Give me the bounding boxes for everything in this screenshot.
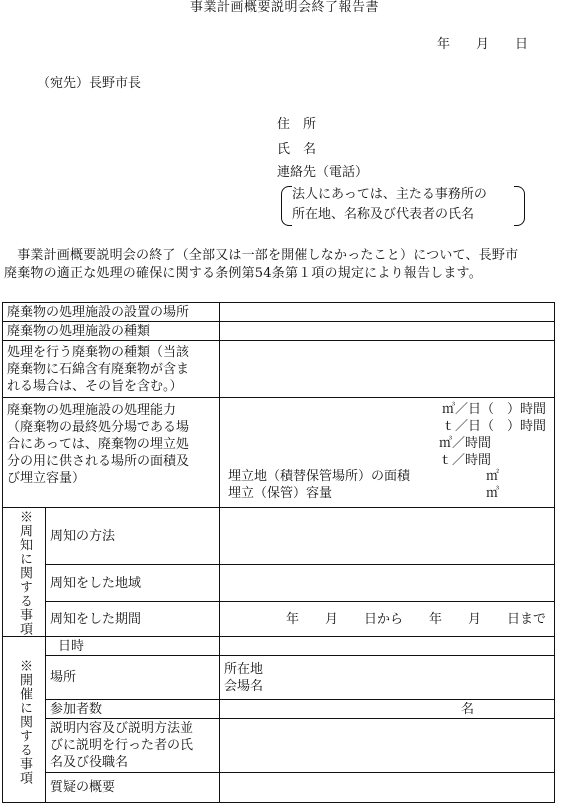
note-bracket-left (281, 186, 292, 226)
notice-period-value[interactable]: 年 月 日から 年 月 日まで (220, 602, 555, 637)
waste-type-value[interactable] (220, 341, 555, 398)
table-row (3, 773, 555, 803)
meeting-content-line2: びに説明を行った者の氏 (50, 738, 194, 753)
table-row (3, 637, 555, 656)
applicant-note-line2: 所在地、名称及び代表者の氏名 (292, 207, 475, 222)
meeting-place-address: 所在地 (224, 661, 264, 677)
meeting-qa-label: 質疑の概要 (46, 773, 220, 803)
waste-type-label-line3: れる場合は、その旨を含む。） (7, 378, 183, 394)
capacity-label-line1: 廃棄物の処理施設の処理能力 (7, 403, 177, 418)
meeting-datetime-value[interactable] (220, 637, 555, 656)
table-row (3, 508, 555, 565)
notice-method-label: 周知の方法 (46, 508, 220, 565)
capacity-value[interactable] (220, 398, 555, 508)
notice-method-value[interactable] (220, 508, 555, 565)
facility-location-label: 廃棄物の処理施設の設置の場所 (3, 303, 220, 322)
capacity-label-line2: （廃棄物の最終処分場である場 (7, 420, 190, 435)
body-text-line1: 事業計画概要説明会の終了（全部又は一部を開催しなかったこと）について、長野市 (4, 248, 519, 263)
notice-area-value[interactable] (220, 565, 555, 602)
capacity-label-line5: び埋立容量） (7, 471, 86, 486)
meeting-group-label-text: ※開催に関する事項 (17, 659, 32, 785)
applicant-contact-label: 連絡先（電話） (277, 165, 369, 180)
notice-area-label: 周知をした地域 (46, 565, 220, 602)
table-row (3, 398, 555, 508)
table-row (3, 700, 555, 719)
landfill-volume-unit: ㎥ (486, 486, 500, 501)
capacity-label-line4: 分の用に供される場所の面積及 (7, 454, 190, 469)
meeting-content-value[interactable] (220, 719, 555, 773)
facility-type-label: 廃棄物の処理施設の種類 (3, 322, 220, 341)
notice-period-label: 周知をした期間 (46, 602, 220, 637)
report-form-table (2, 302, 555, 803)
meeting-place-value[interactable] (220, 656, 555, 700)
meeting-datetime-text: 日時 (58, 638, 85, 654)
landfill-area-label: 埋立地（積替保管場所）の面積 (228, 469, 411, 484)
date-line: 年 月 日 (437, 37, 529, 52)
facility-type-value[interactable] (220, 322, 555, 341)
waste-type-label (3, 341, 220, 398)
note-bracket-right (514, 186, 525, 226)
notice-group-label-text: ※周知に関する事項 (17, 510, 32, 636)
table-row (3, 602, 555, 637)
waste-type-label-line2: 廃棄物に石綿含有廃棄物が含ま (7, 361, 190, 377)
capacity-unit-m3-day: ㎥／日（ ）時間 (442, 402, 547, 417)
table-row (3, 656, 555, 700)
meeting-place-label: 場所 (46, 656, 220, 700)
waste-type-label-line1: 処理を行う廃棄物の種類（当該 (7, 344, 190, 360)
meeting-content-line3: 名及び役職名 (50, 755, 129, 770)
meeting-attendees-value[interactable]: 名 (220, 700, 555, 719)
table-row (3, 341, 555, 398)
meeting-place-venue: 会場名 (224, 678, 264, 694)
facility-location-value[interactable] (220, 303, 555, 322)
notice-group-label (3, 508, 46, 637)
table-row (3, 322, 555, 341)
capacity-unit-m3-hour: ㎥／時間 (439, 436, 492, 451)
body-text-line2: 廃棄物の適正な処理の確保に関する条例第54条第１項の規定により報告します。 (4, 266, 482, 281)
meeting-group-label (3, 637, 46, 803)
meeting-qa-value[interactable] (220, 773, 555, 803)
table-row (3, 565, 555, 602)
page-title: 事業計画概要説明会終了報告書 (189, 0, 379, 15)
capacity-unit-t-day: ｔ／日（ ）時間 (442, 419, 547, 434)
applicant-address-label: 住 所 (277, 117, 317, 132)
applicant-note-line1: 法人にあっては、主たる事務所の (292, 187, 487, 202)
capacity-unit-t-hour: ｔ／時間 (439, 453, 492, 468)
landfill-area-unit: ㎡ (486, 469, 500, 484)
meeting-attendees-label: 参加者数 (46, 700, 220, 719)
capacity-label-line3: 合にあっては、廃棄物の埋立処 (7, 437, 189, 452)
capacity-label (3, 398, 220, 508)
meeting-datetime-label (46, 637, 220, 656)
meeting-content-label (46, 719, 220, 773)
table-row (3, 303, 555, 322)
meeting-content-line1: 説明内容及び説明方法並 (50, 721, 194, 736)
addressee: （宛先）長野市長 (37, 76, 142, 91)
applicant-name-label: 氏 名 (277, 142, 317, 157)
table-row (3, 719, 555, 773)
landfill-volume-label: 埋立（保管）容量 (228, 486, 333, 501)
